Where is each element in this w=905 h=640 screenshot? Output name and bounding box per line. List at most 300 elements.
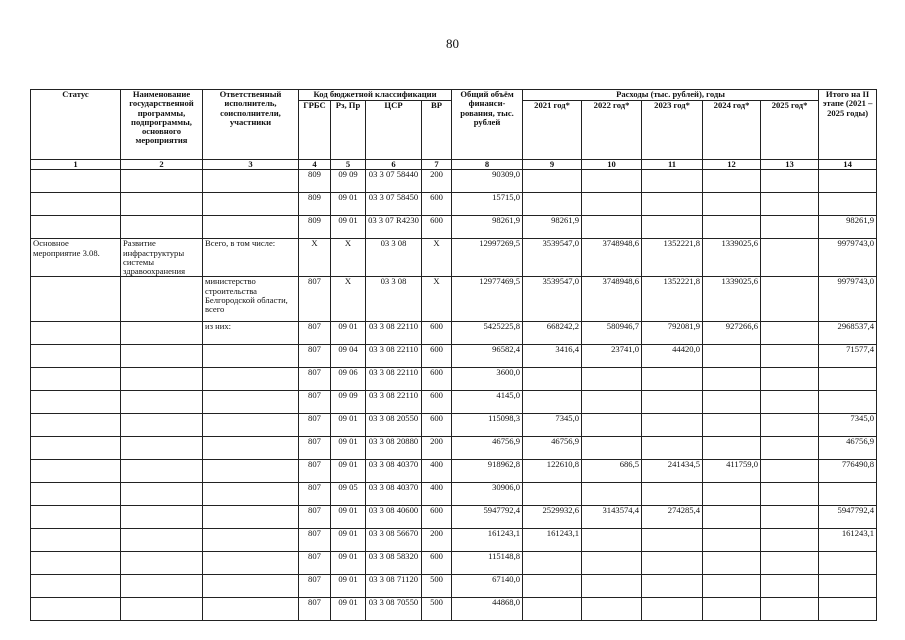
row-csr: 03 3 07 58450 [366,193,422,216]
row-2021: 668242,2 [523,322,582,345]
row-itogo: 5947792,4 [819,506,877,529]
row-2021: 122610,8 [523,460,582,483]
row-2025 [761,345,819,368]
row-name [121,216,203,239]
row-2022 [582,368,642,391]
row-total: 44868,0 [452,598,523,621]
row-2024 [703,216,761,239]
row-2022 [582,216,642,239]
row-2023: 274285,4 [642,506,703,529]
row-2025 [761,391,819,414]
row-2025 [761,322,819,345]
row-rzpr: 09 01 [331,193,366,216]
row-total: 15715,0 [452,193,523,216]
row-2023 [642,170,703,193]
row-csr: 03 3 08 22110 [366,345,422,368]
row-status [31,277,121,322]
row-rzpr: 09 01 [331,216,366,239]
column-number: 2 [121,160,203,170]
row-2022 [582,170,642,193]
row-csr: 03 3 08 56670 [366,529,422,552]
row-2024 [703,437,761,460]
row-status [31,506,121,529]
column-number: 14 [819,160,877,170]
row-status [31,460,121,483]
row-status [31,552,121,575]
row-total: 30906,0 [452,483,523,506]
row-rzpr: Х [331,277,366,322]
table-row [31,414,877,437]
row-2022: 23741,0 [582,345,642,368]
row-name [121,322,203,345]
row-total: 98261,9 [452,216,523,239]
row-csr: 03 3 08 [366,277,422,322]
row-name [121,483,203,506]
table-row [31,170,877,193]
row-vr: 200 [422,170,452,193]
row-2024 [703,414,761,437]
table-row [31,460,877,483]
row-2025 [761,529,819,552]
row-2024 [703,575,761,598]
table-row [31,216,877,239]
row-rzpr: 09 01 [331,322,366,345]
row-2025 [761,216,819,239]
column-number: 12 [703,160,761,170]
row-2021: 2529932,6 [523,506,582,529]
row-2021 [523,575,582,598]
row-2023 [642,368,703,391]
row-grbs: 807 [299,598,331,621]
row-2023 [642,391,703,414]
row-status [31,391,121,414]
row-2021: 98261,9 [523,216,582,239]
row-rzpr: 09 01 [331,437,366,460]
column-number: 4 [299,160,331,170]
row-name [121,345,203,368]
row-csr: 03 3 08 22110 [366,391,422,414]
row-responsible [203,437,299,460]
row-status [31,345,121,368]
column-number: 10 [582,160,642,170]
row-status [31,193,121,216]
row-rzpr: 09 01 [331,414,366,437]
row-2025 [761,414,819,437]
row-2022 [582,483,642,506]
row-2021 [523,598,582,621]
row-2021: 46756,9 [523,437,582,460]
row-2023 [642,414,703,437]
row-responsible [203,193,299,216]
header-2021: 2021 год* [523,101,582,160]
row-csr: 03 3 08 40600 [366,506,422,529]
row-2021 [523,483,582,506]
row-status [31,322,121,345]
row-2023 [642,529,703,552]
row-2022: 686,5 [582,460,642,483]
row-2021 [523,170,582,193]
row-2022 [582,598,642,621]
row-2025 [761,368,819,391]
row-2022 [582,193,642,216]
row-itogo: 46756,9 [819,437,877,460]
row-2025 [761,460,819,483]
row-rzpr: 09 06 [331,368,366,391]
row-grbs: 807 [299,529,331,552]
row-status [31,575,121,598]
row-2025 [761,598,819,621]
row-responsible [203,575,299,598]
row-name [121,598,203,621]
row-name [121,437,203,460]
row-csr: 03 3 08 [366,239,422,277]
row-status [31,414,121,437]
row-name [121,391,203,414]
row-rzpr: 09 01 [331,575,366,598]
row-itogo: 2968537,4 [819,322,877,345]
column-number: 11 [642,160,703,170]
row-csr: 03 3 07 R4230 [366,216,422,239]
row-name: Развитие инфраструктуры системы здравоохранения [121,239,203,277]
row-itogo: 9979743,0 [819,277,877,322]
row-csr: 03 3 08 40370 [366,460,422,483]
row-status [31,437,121,460]
row-vr: 600 [422,414,452,437]
row-vr: 600 [422,368,452,391]
row-total: 115148,8 [452,552,523,575]
header-2022: 2022 год* [582,101,642,160]
row-responsible [203,170,299,193]
row-2023: 241434,5 [642,460,703,483]
row-2024: 1339025,6 [703,277,761,322]
row-2022 [582,414,642,437]
row-rzpr: 09 04 [331,345,366,368]
row-rzpr: 09 01 [331,529,366,552]
row-total: 5947792,4 [452,506,523,529]
row-csr: 03 3 08 22110 [366,322,422,345]
table-row [31,193,877,216]
row-2024 [703,598,761,621]
row-responsible: Всего, в том числе: [203,239,299,277]
row-2023 [642,216,703,239]
row-2021: 7345,0 [523,414,582,437]
column-number: 6 [366,160,422,170]
row-grbs: 807 [299,483,331,506]
row-grbs: 807 [299,575,331,598]
row-itogo: 7345,0 [819,414,877,437]
row-2021: 3416,4 [523,345,582,368]
row-itogo [819,368,877,391]
row-responsible [203,216,299,239]
header-budget-code: Код бюджетной классификации [299,90,452,101]
row-rzpr: 09 05 [331,483,366,506]
row-2022 [582,529,642,552]
row-csr: 03 3 08 58320 [366,552,422,575]
row-vr: 500 [422,598,452,621]
row-total: 12997269,5 [452,239,523,277]
row-vr: 600 [422,193,452,216]
row-2023 [642,193,703,216]
row-2022: 3143574,4 [582,506,642,529]
row-responsible [203,414,299,437]
row-2024 [703,483,761,506]
row-name [121,529,203,552]
row-2025 [761,483,819,506]
row-responsible [203,460,299,483]
column-number: 9 [523,160,582,170]
row-vr: 600 [422,322,452,345]
row-status [31,529,121,552]
table-row [31,277,877,322]
row-2024 [703,193,761,216]
row-2025 [761,506,819,529]
budget-table [30,89,877,621]
row-vr: 600 [422,552,452,575]
row-grbs: 807 [299,322,331,345]
table-row [31,239,877,277]
row-grbs: Х [299,239,331,277]
row-vr: 600 [422,216,452,239]
row-2021 [523,193,582,216]
header-itogo: Итого на II этапе (2021 – 2025 годы) [819,90,877,160]
row-rzpr: 09 01 [331,598,366,621]
row-csr: 03 3 08 70550 [366,598,422,621]
row-2024 [703,391,761,414]
row-status [31,170,121,193]
row-2023: 1352221,8 [642,277,703,322]
table-row [31,598,877,621]
row-total: 4145,0 [452,391,523,414]
row-itogo [819,483,877,506]
row-2021 [523,391,582,414]
table-row [31,345,877,368]
row-2021 [523,552,582,575]
row-itogo: 161243,1 [819,529,877,552]
row-2021: 3539547,0 [523,239,582,277]
row-responsible [203,391,299,414]
row-name [121,575,203,598]
column-number: 8 [452,160,523,170]
row-grbs: 809 [299,170,331,193]
row-name [121,368,203,391]
row-responsible: министерство строительства Белгородской области, всего [203,277,299,322]
row-2022 [582,391,642,414]
row-2024 [703,529,761,552]
table-row [31,322,877,345]
header-rzpr: Рз, Пр [331,101,366,160]
row-2023: 1352221,8 [642,239,703,277]
table-row [31,437,877,460]
row-itogo [819,552,877,575]
header-csr: ЦСР [366,101,422,160]
row-name [121,552,203,575]
row-name [121,460,203,483]
column-number: 5 [331,160,366,170]
row-responsible [203,368,299,391]
row-itogo [819,193,877,216]
row-rzpr: 09 09 [331,170,366,193]
column-number: 3 [203,160,299,170]
row-status [31,368,121,391]
row-name [121,414,203,437]
table-row [31,368,877,391]
row-2022: 3748948,6 [582,239,642,277]
row-responsible [203,552,299,575]
row-2023 [642,575,703,598]
row-status [31,483,121,506]
table-row [31,552,877,575]
column-number-row [31,160,877,170]
row-2022 [582,575,642,598]
row-2025 [761,575,819,598]
row-status [31,598,121,621]
table-row [31,506,877,529]
row-itogo [819,575,877,598]
row-responsible [203,598,299,621]
row-total: 161243,1 [452,529,523,552]
row-total: 12977469,5 [452,277,523,322]
row-2022 [582,437,642,460]
header-responsible: Ответственный исполнитель, соисполнители, участники [203,90,299,160]
row-status [31,216,121,239]
row-2025 [761,437,819,460]
row-csr: 03 3 08 20550 [366,414,422,437]
row-grbs: 809 [299,216,331,239]
row-responsible [203,483,299,506]
row-grbs: 807 [299,391,331,414]
row-2023: 792081,9 [642,322,703,345]
row-csr: 03 3 08 71120 [366,575,422,598]
row-2023 [642,483,703,506]
row-rzpr: 09 09 [331,391,366,414]
row-grbs: 807 [299,552,331,575]
table-row [31,483,877,506]
row-2025 [761,239,819,277]
row-2024 [703,345,761,368]
row-status: Основное мероприятие 3.08. [31,239,121,277]
row-name [121,506,203,529]
table-row [31,575,877,598]
row-2023: 44420,0 [642,345,703,368]
row-2025 [761,277,819,322]
page-number: 80 [446,36,459,51]
row-rzpr: 09 01 [331,552,366,575]
row-vr: 600 [422,345,452,368]
row-name [121,193,203,216]
row-2024: 927266,6 [703,322,761,345]
row-rzpr: 09 01 [331,506,366,529]
row-csr: 03 3 08 40370 [366,483,422,506]
row-total: 918962,8 [452,460,523,483]
row-2023 [642,437,703,460]
header-2024: 2024 год* [703,101,761,160]
row-total: 96582,4 [452,345,523,368]
row-2025 [761,170,819,193]
row-2022: 3748948,6 [582,277,642,322]
row-vr: 200 [422,437,452,460]
row-grbs: 807 [299,506,331,529]
row-responsible [203,345,299,368]
row-vr: Х [422,239,452,277]
row-vr: 500 [422,575,452,598]
row-grbs: 807 [299,368,331,391]
table-row [31,529,877,552]
row-vr: Х [422,277,452,322]
row-2024: 411759,0 [703,460,761,483]
row-vr: 200 [422,529,452,552]
row-responsible: из них: [203,322,299,345]
row-2025 [761,193,819,216]
table-row [31,391,877,414]
row-2021: 161243,1 [523,529,582,552]
row-grbs: 807 [299,437,331,460]
header-status: Статус [31,90,121,160]
row-grbs: 809 [299,193,331,216]
row-rzpr: Х [331,239,366,277]
row-2024 [703,506,761,529]
row-total: 46756,9 [452,437,523,460]
header-2023: 2023 год* [642,101,703,160]
row-2021 [523,368,582,391]
row-total: 3600,0 [452,368,523,391]
row-total: 115098,3 [452,414,523,437]
row-itogo: 71577,4 [819,345,877,368]
row-2024 [703,170,761,193]
row-2023 [642,598,703,621]
row-2021: 3539547,0 [523,277,582,322]
row-vr: 600 [422,391,452,414]
row-grbs: 807 [299,414,331,437]
row-itogo [819,391,877,414]
row-vr: 400 [422,460,452,483]
row-total: 90309,0 [452,170,523,193]
row-2023 [642,552,703,575]
row-vr: 600 [422,506,452,529]
row-responsible [203,506,299,529]
row-responsible [203,529,299,552]
row-2022: 580946,7 [582,322,642,345]
row-vr: 400 [422,483,452,506]
row-grbs: 807 [299,460,331,483]
row-total: 5425225,8 [452,322,523,345]
header-grbs: ГРБС [299,101,331,160]
row-rzpr: 09 01 [331,460,366,483]
row-grbs: 807 [299,277,331,322]
row-name [121,277,203,322]
row-csr: 03 3 08 20880 [366,437,422,460]
row-2024 [703,368,761,391]
column-number: 13 [761,160,819,170]
row-csr: 03 3 07 58440 [366,170,422,193]
row-itogo: 776490,8 [819,460,877,483]
row-itogo [819,598,877,621]
row-itogo [819,170,877,193]
row-itogo: 9979743,0 [819,239,877,277]
row-2024: 1339025,6 [703,239,761,277]
header-total-volume: Общий объём финанси-рования, тыс. рублей [452,90,523,160]
row-name [121,170,203,193]
row-itogo: 98261,9 [819,216,877,239]
row-total: 67140,0 [452,575,523,598]
row-2022 [582,552,642,575]
column-number: 7 [422,160,452,170]
header-expenses: Расходы (тыс. рублей), годы [523,90,819,101]
column-number: 1 [31,160,121,170]
header-name: Наименование государственной программы, подпрограммы, основного мероприятия [121,90,203,160]
row-2024 [703,552,761,575]
header-vr: ВР [422,101,452,160]
row-2025 [761,552,819,575]
